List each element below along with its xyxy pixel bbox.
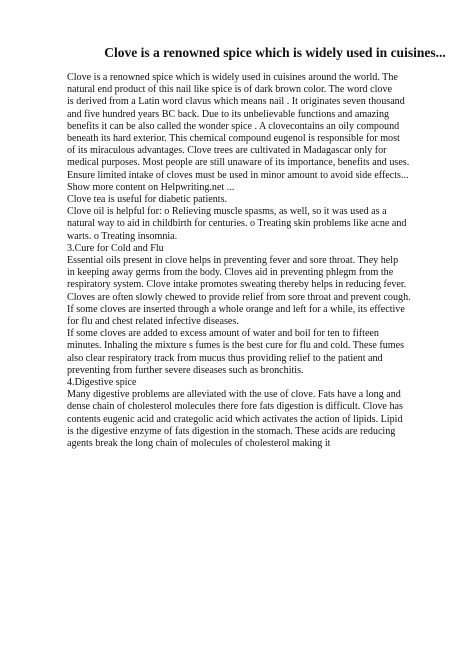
document-title: Clove is a renowned spice which is widely used in cuisines... [104, 45, 446, 60]
text-line-19: Cloves are often slowly chewed to provide relief from sore throat and prevent cough. [67, 291, 411, 303]
section-heading-digestive: 4.Digestive spice [67, 377, 137, 389]
text-line-29: contents eugenic acid and crategolic acid which activates the action of lipids. Lipid [67, 413, 403, 425]
text-line-31: agents break the long chain of molecules of cholesterol making it [67, 438, 331, 450]
text-line-22: If some cloves are added to excess amount of water and boil for ten to fifteen [67, 328, 379, 340]
text-line-16: Essential oils present in clove helps in preventing fever and sore throat. They help [67, 255, 399, 267]
text-line-6: beneath its hard exterior. This chemical compound eugenol is responsible for most [67, 133, 400, 145]
text-line-20: If some cloves are inserted through a whole orange and left for a while, its effective [67, 303, 405, 315]
text-line-25: preventing from further severe diseases such as bronchitis. [67, 364, 304, 376]
document-body [67, 72, 467, 450]
text-line-27: Many digestive problems are alleviated with the use of clove. Fats have a long and [67, 389, 401, 401]
text-line-21: for flu and chest related infective diseases. [67, 316, 239, 328]
text-line-2: natural end product of this nail like spice is of dark brown color. The word clove [67, 84, 392, 96]
text-line-17: in keeping away germs from the body. Cloves aid in preventing phlegm from the [67, 267, 394, 279]
text-line-13: natural way to aid in childbirth for centuries. o Treating skin problems like acne and [67, 218, 407, 230]
text-line-7: of its miraculous advantages. Clove trees are cultivated in Madagascar only for [67, 145, 387, 157]
text-line-28: dense chain of cholesterol molecules there fore fats digestion is difficult. Clove has [67, 401, 403, 413]
text-line-30: is the digestive enzyme of fats digestion in the stomach. These acids are reducing [67, 425, 396, 437]
text-line-23: minutes. Inhaling the mixture s fumes is the best cure for flu and cold. These fumes [67, 340, 405, 352]
text-line-24: also clear respiratory track from mucus thus providing relief to the patient and [67, 352, 383, 364]
text-line-14: warts. o Treating insomnia. [67, 230, 178, 242]
text-line-1: Clove is a renowned spice which is widely used in cuisines around the world. The [67, 72, 398, 83]
show-more-link[interactable]: Show more content on Helpwriting.net ... [67, 181, 235, 193]
text-line-8: medical purposes. Most people are still unaware of its importance, benefits and uses. [67, 157, 410, 169]
text-line-5: benefits it can be also called the wonder spice . A clovecontains an oily compound [67, 120, 400, 132]
text-line-9: Ensure limited intake of cloves must be used in minor amount to avoid side effects... [67, 169, 409, 181]
text-line-11: Clove tea is useful for diabetic patients. [67, 194, 228, 206]
text-line-18: respiratory system. Clove intake promotes sweating thereby helps in reducing fever. [67, 279, 407, 291]
text-line-3: is derived from a Latin word clavus which means nail . It originates seven thousand [67, 96, 405, 108]
text-line-4: and five hundred years BC back. Due to its unbelievable functions and amazing [67, 108, 390, 120]
text-line-12: Clove oil is helpful for: o Relieving muscle spasms, as well, so it was used as a [67, 206, 387, 218]
section-heading-cold-flu: 3.Cure for Cold and Flu [67, 242, 164, 254]
